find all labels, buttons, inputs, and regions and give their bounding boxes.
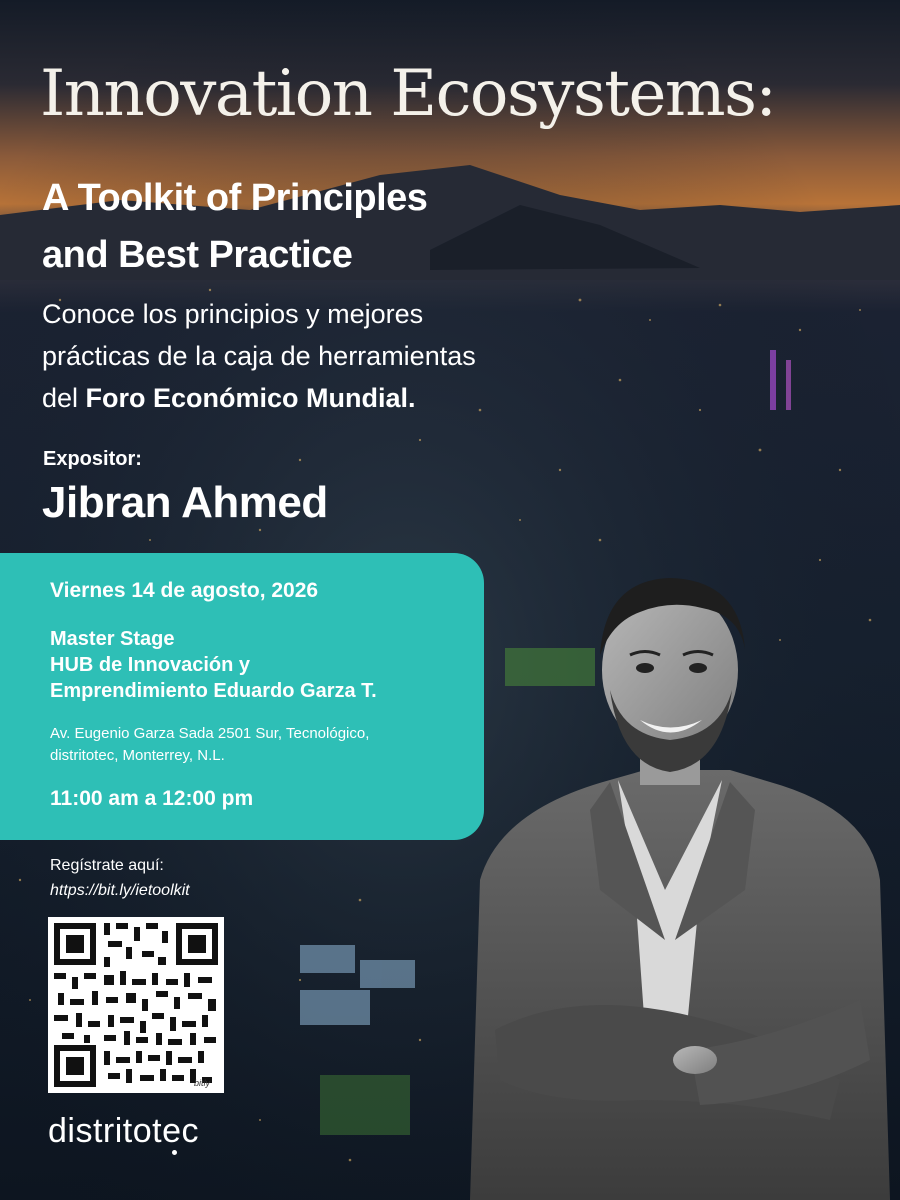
description-line: prácticas de la caja de herramientas bbox=[42, 341, 476, 371]
subtitle-line: and Best Practice bbox=[42, 234, 353, 276]
event-date: Viernes 14 de agosto, 2026 bbox=[50, 579, 319, 602]
event-address bbox=[50, 723, 369, 767]
event-description bbox=[42, 293, 476, 419]
speaker-name: Jibran Ahmed bbox=[42, 478, 328, 527]
registration-link[interactable]: https://bit.ly/ietoolkit bbox=[50, 882, 190, 899]
speaker-portrait bbox=[440, 560, 900, 1200]
subtitle-line: A Toolkit of Principles bbox=[42, 177, 428, 219]
event-subtitle bbox=[42, 170, 427, 284]
event-venue bbox=[50, 626, 377, 704]
description-bold: Foro Económico Mundial. bbox=[85, 383, 416, 413]
address-line: Av. Eugenio Garza Sada 2501 Sur, Tecnológico, bbox=[50, 725, 370, 742]
logo-dot bbox=[172, 1150, 177, 1155]
address-line: distritotec, Monterrey, N.L. bbox=[50, 747, 225, 764]
qr-brand-label: bitly bbox=[194, 1078, 211, 1088]
venue-line: Emprendimiento Eduardo Garza T. bbox=[50, 680, 377, 702]
description-line bbox=[42, 377, 476, 419]
event-info-card bbox=[0, 553, 484, 840]
event-title: Innovation Ecosystems: bbox=[40, 57, 776, 131]
distritotec-logo: distritotec bbox=[48, 1112, 199, 1150]
registration-label: Regístrate aquí: bbox=[50, 857, 164, 874]
qr-code-icon[interactable] bbox=[48, 917, 224, 1093]
venue-line: HUB de Innovación y bbox=[50, 654, 251, 676]
description-line: Conoce los principios y mejores bbox=[42, 299, 424, 329]
venue-line: Master Stage bbox=[50, 628, 175, 650]
description-prefix: del bbox=[42, 383, 86, 413]
event-time: 11:00 am a 12:00 pm bbox=[50, 787, 254, 810]
qr-code-graphic bbox=[48, 917, 224, 1093]
speaker-label: Expositor: bbox=[43, 448, 142, 470]
